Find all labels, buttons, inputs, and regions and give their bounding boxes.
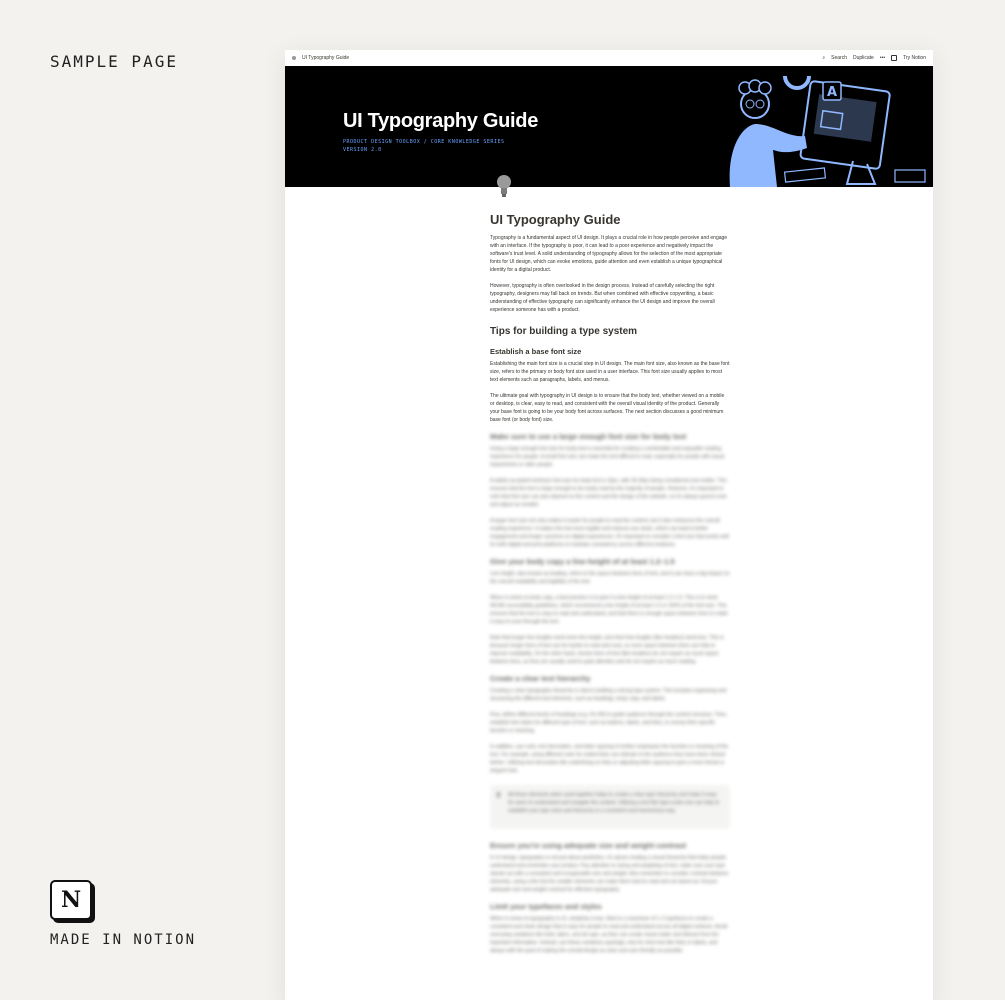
callout-block [490,785,730,829]
heading-limit: Limit your typefaces and styles [490,902,602,911]
heading-large-font: Make sure to use a large enough font size for body text [490,432,687,441]
sample-page-label: SAMPLE PAGE [50,52,178,71]
heading-line-height: Give your body copy a line-height of at least 1.2–1.5 [490,557,675,566]
search-button[interactable]: Search [831,55,847,61]
intro-paragraph-1: Typography is a fundamental aspect of UI design. It plays a crucial role in how people perceive and engage with an interface. If the typography is poor, it can lead to a poor experience and negatively impact the software's trust level. A solid understanding of typography allows for the selection of the most appropriate fonts for UI design, which can evoke emotions, guide attention and even establish a unique typographical identity for a digital product. [490,235,728,273]
breadcrumb[interactable]: UI Typography Guide [302,55,350,61]
designer-illustration-icon [725,66,933,187]
hierarchy-paragraph-2: First, define different levels of headings (e.g. H1-H6) to guide audience through the content structure. Then, establish text styles for different type of text, such as buttons, labels, and links, to convey their specific function or meaning. [490,712,728,734]
more-options-button[interactable]: ••• [879,55,886,61]
line-height-paragraph-1: Line height, also known as leading, refers to the space between lines of text, and it can have a big impact on the overall readability and legibility of the text. [490,571,730,585]
heading-hierarchy: Create a clear text hierarchy [490,674,591,683]
lightbulb-icon[interactable] [495,174,513,198]
contrast-paragraph-1: In UI design, typography is not just about aesthetics, it's about creating a visual hierarchy that helps people understand and remember your product. Pay attention to sizing and weighting of text, make sure your type stands out with a consistent and recognizable size and weight. Also remember to consider contrast between elements, using a thin font for smaller elements can make them hard to read and not stand out. Ensure adequate size and weight contrast for effective typography. [490,855,729,893]
try-notion-button[interactable]: Try Notion [903,55,926,61]
heading-tips: Tips for building a type system [490,326,638,337]
large-font-paragraph-3: A larger font size not only makes it easier for people to read the content, but it also enhances the overall reading experience. It makes the text more legible and reduces eye strain, which can lead to better engagement and longer sessions on digital experiences. It's important to consider a font size that works well for both digital and print platforms to maintain consistency across different mediums. [490,518,729,548]
page-content [490,212,730,963]
callout-text: All these elements when used together helps to create a clear type hierarchy and make it easy for users to understand and navigate the content. Utilizing a tool like type-scale.com can help to establish your type sizes and hierarchy in a consistent and harmonious way. [508,792,720,814]
heading-base-font: Establish a base font size [490,347,582,356]
heading-contrast: Ensure you're using adequate size and weight contrast [490,841,686,850]
cover-banner [285,66,933,187]
hierarchy-paragraph-1: Creating a clear typography hierarchy is vital to building a strong type system. This includes organizing and structuring the different text elements, such as headings, body copy, and labels. [490,688,727,702]
page-pin-icon [292,56,296,60]
blurred-section [490,432,730,955]
line-height-paragraph-2: When it comes to body copy, a best practice is to give it a line height of at least 1.2–1.5. This is to meet WCAG accessibility guidelines, which recommend a line height of at least 1.5 or 150% of the font size. This ensures that the text is easy to read and understand, and that there is enough space between lines to make it easy to scan through the text. [490,595,728,625]
duplicate-button[interactable]: Duplicate [852,55,874,61]
banner-subtitle [343,138,504,154]
banner-title: UI Typography Guide [343,110,539,132]
banner-subtitle-line1: PRODUCT DESIGN TOOLBOX / CORE KNOWLEDGE SERIES [343,139,505,145]
search-icon[interactable]: ⌕ [822,55,826,61]
page-title: UI Typography Guide [490,212,621,227]
limit-paragraph-1: When it comes to typography in UI, simplicity is key. Stick to a maximum of 1–2 typefaces to create a consistent and clean design that is easy for people to read and understand across all digital surfaces. Avoid overusing variations like bold, italics, and all caps, as they can create visual clutter and distract from the important information. Instead, use these variations sparingly, only for short text like links or labels, and always with the goal of making the overall design as clear and user-friendly as possible. [490,916,728,954]
svg-text:A: A [827,85,838,100]
notion-small-icon [891,55,897,61]
base-font-paragraph-1: Establishing the main font size is a crucial step in UI design. The main font size, also known as the base font size, refers to the primary or body font size used in a user interface. This font size usually applies to most text elements such as paragraphs, labels, and menus. [490,361,730,383]
hierarchy-paragraph-3: In addition, use color, text decoration, and letter spacing to further emphasize the function or meaning of the text. For example, using different color for visited links can indicate to the audience they have been clicked before. Utilizing text decoration like underlining on links or adjusting letter spacing to give a more formal or elegant look. [490,744,729,774]
large-font-paragraph-1: Using a large enough font size for body text is essential for creating a comfortable and enjoyable reading experience for people. A small font size can make the text difficult to read, especially for people with visual impairments or older people. [490,446,725,468]
base-font-paragraph-2: The ultimate goal with typography in UI design is to ensure that the body text, whether viewed on a mobile or desktop, is clear, easy to read, and consistent with the overall visual identity of the product. Generally your base font is going to be your body font across surfaces. The next section discusses a good minimum base font (or body font) size. [490,393,725,423]
notion-page-window [285,50,933,1000]
banner-subtitle-line2: VERSION 2.0 [343,147,382,153]
large-font-paragraph-2: A widely accepted minimum font size for body text is 16px, with 18-20px being considered even better. This ensures that the text is large enough to be easily read by the majority of people. However, it's important to note that font size can also depend on the context and the design of the website, so it's always good to test and adjust as needed. [490,478,727,508]
topbar [285,50,933,66]
notion-logo-icon: N [50,880,92,920]
callout-lightbulb-icon [496,792,501,798]
line-height-paragraph-3: Note that longer line lengths need more line height, and short line lengths (like headers) need less. This is because longer lines of text can be harder to read and scan, so more space between lines can help to improve readability. On the other hand, shorter lines of text (like headers) do not require as much space between lines, as they are usually used to grab attention and do not require as much reading. [490,635,724,665]
made-in-notion-label: MADE IN NOTION [50,932,197,948]
intro-paragraph-2: However, typography is often overlooked in the design process. Instead of carefully selecting the right typography, designers may fall back on trends. But when combined with effective copywriting, a basic understanding of effective typography can significantly enhance the UI design and improve the overall experience someone has with a product. [490,283,715,313]
